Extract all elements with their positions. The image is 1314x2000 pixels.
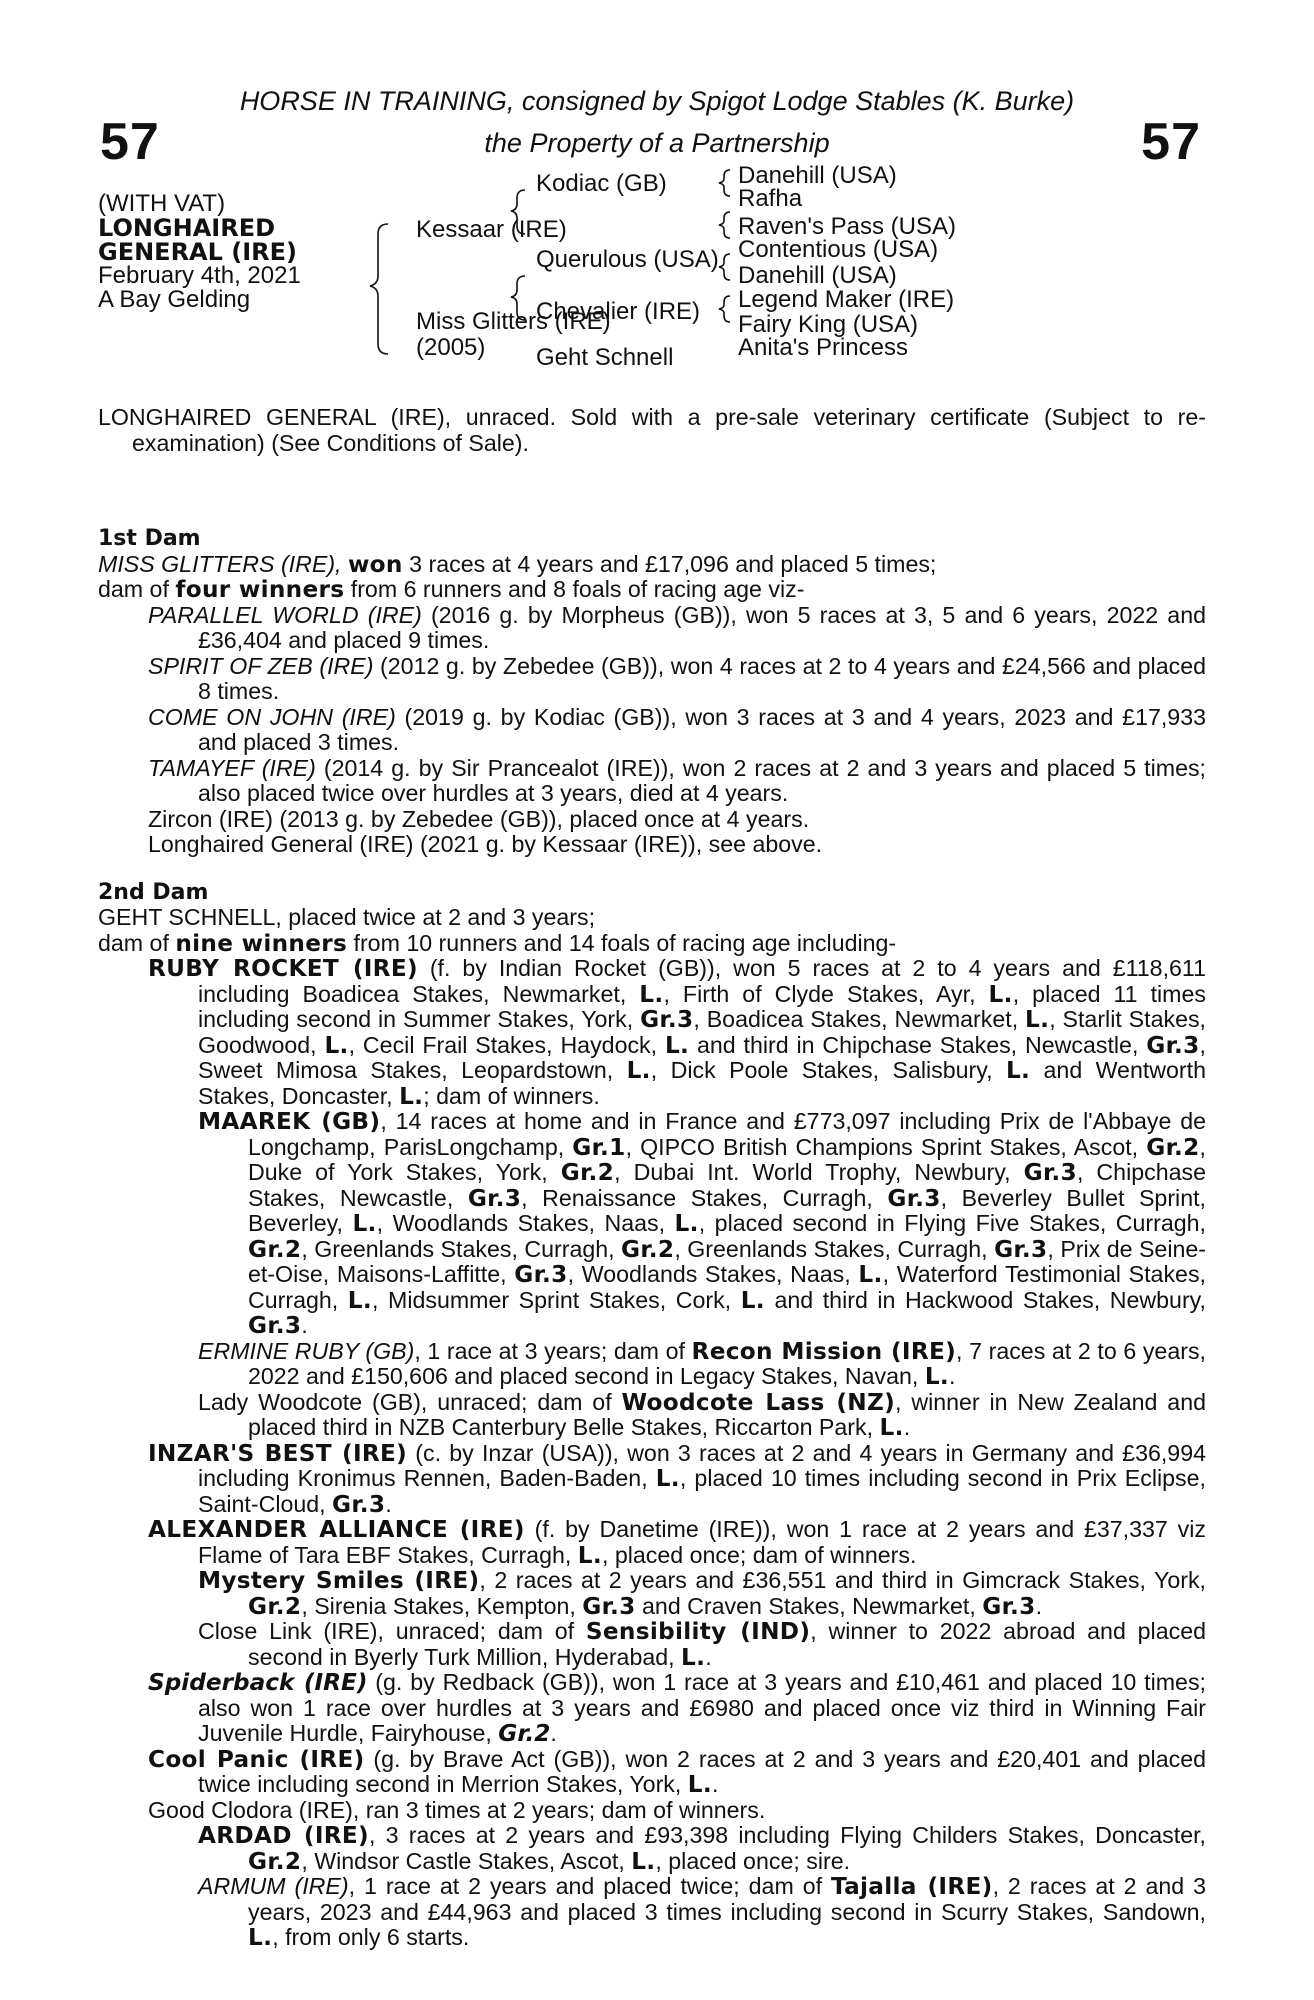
text-run: , 1 race at 2 years and placed twice; dam of	[348, 1873, 831, 1899]
grade: L.	[631, 1847, 656, 1875]
text-run: , Woodlands Stakes, Naas,	[567, 1261, 859, 1287]
produce-entry: Longhaired General (IRE) (2021 g. by Kessaar (IRE)), see above.	[148, 831, 823, 857]
bracket-gen1	[370, 224, 388, 354]
grade: Gr.3	[582, 1592, 636, 1620]
grade: L.	[248, 1924, 273, 1951]
produce-entry	[98, 603, 1206, 654]
grade: L.	[352, 1210, 377, 1237]
horse-description: A Bay Gelding	[98, 286, 251, 313]
bracket-g1	[719, 170, 730, 196]
g8: Anita's Princess	[738, 334, 908, 361]
text-run: .	[705, 1643, 712, 1670]
produce-name: ARMUM (IRE)	[198, 1873, 349, 1899]
horse-name-line2: GENERAL (IRE)	[98, 238, 298, 266]
produce-entry-armum	[98, 1874, 1206, 1951]
second-dam-heading: 2nd Dam	[98, 879, 209, 905]
bracket-g3	[719, 254, 730, 280]
produce-record: (2014 g. by Sir Prancealot (IRE)), won 2 races at 2 and 3 years and placed 5 times; also placed twice over hurdles at 3 years, died at 4 years.	[198, 754, 1206, 806]
text-run: , 2 races at 2 and 3 years, 2023 and £44,963 and placed 3 times including second in Scurry Stakes, Sandown,	[248, 1873, 1206, 1925]
produce-name: INZAR'S BEST (IRE)	[148, 1439, 408, 1467]
g2: Rafha	[738, 185, 803, 212]
first-dam-produce-line	[98, 577, 1206, 603]
produce-entry-good-clodora: Good Clodora (IRE), ran 3 times at 2 years; dam of winners.	[148, 1796, 766, 1823]
text-run: .	[1035, 1592, 1043, 1619]
dam-dam: Geht Schnell	[536, 344, 674, 371]
produce-record: (2012 g. by Zebedee (GB)), won 4 races at 2 to 4 years and £24,566 and placed 8 times.	[198, 652, 1206, 704]
text-run: , Duke of York Stakes, York,	[248, 1133, 1206, 1185]
grade: Gr.2	[248, 1847, 302, 1875]
grade: L.	[988, 980, 1013, 1008]
text-run: , Boadicea Stakes, Newmarket,	[693, 1006, 1026, 1032]
second-dam-produce-line	[98, 931, 1206, 957]
text-run: , Greenlands Stakes, Curragh,	[674, 1235, 995, 1262]
text-run: (g. by Brave Act (GB)), won 2 races at 2 and 3 years and £20,401 and placed twice including second in Merrion Stakes, York,	[198, 1745, 1206, 1797]
first-dam-heading: 1st Dam	[98, 526, 201, 551]
winners-count: four winners	[175, 576, 345, 603]
grade: L.	[681, 1643, 706, 1671]
intro-paragraph: LONGHAIRED GENERAL (IRE), unraced. Sold with a pre-sale veterinary certificate (Subject to re- examination) (See Conditions of Sale).	[98, 404, 1206, 456]
grade: Gr.3	[467, 1184, 522, 1212]
first-dam-name: MISS GLITTERS (IRE),	[98, 550, 342, 577]
grade: Gr.2	[621, 1235, 675, 1263]
horse-name-line1: LONGHAIRED	[98, 214, 276, 242]
g5: Danehill (USA)	[738, 262, 897, 289]
produce-name: RUBY ROCKET (IRE)	[148, 955, 418, 982]
produce-entry	[98, 654, 1206, 705]
text-run: , Waterford Testimonial Stakes, Curragh,	[248, 1261, 1206, 1313]
produce-name: ERMINE RUBY (GB)	[198, 1337, 415, 1364]
sire-sire: Kodiac (GB)	[536, 170, 667, 197]
grade: Gr.3	[640, 1006, 694, 1033]
dam-of-suffix: from 6 runners and 8 foals of racing age viz-	[344, 576, 805, 602]
grade: Gr.3	[994, 1235, 1048, 1263]
first-dam-record: 3 races at 4 years and £17,096 and placed 5 times;	[402, 550, 937, 577]
text-run: .	[949, 1363, 956, 1389]
grade: Gr.3	[332, 1490, 386, 1518]
produce-name: Spiderback (IRE)	[148, 1669, 368, 1696]
produce-name: SPIRIT OF ZEB (IRE)	[148, 652, 374, 679]
sire: Kessaar (IRE)	[416, 216, 567, 243]
text-run: , placed 11 times including second in Summer Stakes, York,	[198, 980, 1206, 1032]
text-run: , Sweet Mimosa Stakes, Leopardstown,	[198, 1031, 1206, 1083]
text-run: and third in Hackwood Stakes, Newbury,	[764, 1286, 1206, 1313]
text-run: , 14 races at home and in France and £773,097 including Prix de l'Abbaye de Longchamp, ParisLongchamp,	[248, 1108, 1206, 1160]
text-run: , 7 races at 2 to 6 years, 2022 and £150,606 and placed second in Legacy Stakes, Navan,	[248, 1337, 1206, 1389]
grade: L.	[655, 1465, 680, 1492]
produce-name: MAAREK (GB)	[198, 1108, 381, 1135]
pedigree-block	[98, 162, 1218, 390]
produce-name: COME ON JOHN (IRE)	[148, 703, 396, 730]
produce-entry-alexander-alliance	[98, 1517, 1206, 1568]
produce-entry-cool-panic	[98, 1747, 1206, 1798]
produce-entry: Zircon (IRE) (2013 g. by Zebedee (GB)), placed once at 4 years.	[148, 805, 810, 832]
text-run: .	[550, 1720, 557, 1746]
bracket-g2	[719, 212, 730, 238]
won-label: won	[347, 550, 403, 578]
produce-record: (2019 g. by Kodiac (GB)), won 3 races at 3 and 4 years, 2023 and £17,933 and placed 3 times.	[198, 703, 1206, 755]
produce-entry-ardad	[98, 1823, 1206, 1874]
g6: Legend Maker (IRE)	[738, 286, 955, 313]
produce-entry-ermine-ruby	[98, 1339, 1206, 1390]
produce-name: ARDAD (IRE)	[198, 1822, 369, 1849]
vat-label: (WITH VAT)	[98, 190, 226, 217]
text-run: , QIPCO British Champions Sprint Stakes, Ascot,	[625, 1133, 1147, 1160]
produce-entry-ruby-rocket	[98, 956, 1206, 1109]
text-run: and third in Chipchase Stakes, Newcastle,	[689, 1031, 1147, 1058]
grade: L.	[1005, 1057, 1031, 1084]
grade: L.	[577, 1541, 602, 1569]
dam: Miss Glitters (IRE)	[416, 308, 611, 335]
grade: Gr.3	[887, 1184, 941, 1212]
text-run: , Woodlands Stakes, Naas,	[376, 1210, 675, 1236]
sire-dam: Querulous (USA)	[536, 246, 719, 273]
dam-of-prefix: dam of	[98, 929, 176, 956]
grade: Gr.3	[248, 1312, 302, 1339]
text-run: .	[301, 1312, 308, 1338]
text-run: , 2 races at 2 years and £36,551 and third in Gimcrack Stakes, York,	[479, 1567, 1206, 1593]
grade: L.	[626, 1057, 651, 1084]
text-run: and Craven Stakes, Newmarket,	[635, 1592, 983, 1619]
text-run: (c. by Inzar (USA)), won 3 races at 2 and 4 years in Germany and £36,994 including Kronimus Rennen, Baden-Baden,	[198, 1439, 1206, 1491]
grade: L.	[347, 1286, 372, 1314]
text-run: , Dick Poole Stakes, Salisbury,	[650, 1057, 1006, 1083]
grade: L.	[674, 1210, 699, 1237]
grade: L.	[740, 1286, 765, 1314]
winners-count: nine winners	[175, 929, 348, 957]
grade: Gr.2	[498, 1720, 551, 1747]
grade: Gr.3	[1146, 1031, 1200, 1059]
produce-name: Cool Panic (IRE)	[148, 1745, 365, 1773]
grade: Gr.2	[560, 1159, 615, 1186]
text-run: , Cecil Frail Stakes, Haydock,	[348, 1031, 665, 1058]
text-run: .	[711, 1771, 719, 1797]
text-run: , Dubai Int. World Trophy, Newbury,	[614, 1159, 1024, 1185]
grade: L.	[664, 1031, 690, 1059]
text-run: .	[385, 1490, 392, 1517]
second-dam-summary: GEHT SCHNELL, placed twice at 2 and 3 years;	[98, 904, 596, 930]
text-run: , Greenlands Stakes, Curragh,	[301, 1235, 622, 1262]
produce-name: Mystery Smiles (IRE)	[198, 1567, 480, 1594]
notable-offspring: Sensibility (IND)	[585, 1618, 811, 1645]
grade: L.	[639, 980, 664, 1008]
text-run: (f. by Danetime (IRE)), won 1 race at 2 years and £37,337 viz Flame of Tara EBF Stakes, Curragh,	[198, 1516, 1206, 1568]
grade: Gr.1	[572, 1133, 626, 1161]
first-dam-summary	[98, 552, 1206, 578]
text-run: and Wentworth Stakes, Doncaster,	[198, 1057, 1206, 1109]
foaling-date: February 4th, 2021	[98, 262, 301, 289]
text-run: ; dam of winners.	[423, 1082, 600, 1109]
text-run: , Firth of Clyde Stakes, Ayr,	[663, 980, 989, 1007]
text-run: , Beverley Bullet Sprint, Beverley,	[248, 1184, 1206, 1236]
grade: L.	[879, 1414, 904, 1441]
lot-number-right: 57	[1141, 113, 1201, 171]
g4: Contentious (USA)	[738, 236, 939, 263]
produce-entry-maarek	[98, 1109, 1206, 1339]
text-run: , Renaissance Stakes, Curragh,	[521, 1184, 888, 1211]
dam-year: (2005)	[416, 334, 486, 361]
text-run: , placed once; dam of winners.	[601, 1541, 917, 1568]
text-run: , placed once; sire.	[655, 1847, 851, 1874]
dam-of-suffix: from 10 runners and 14 foals of racing age including-	[347, 929, 897, 956]
grade: Gr.3	[1023, 1159, 1077, 1186]
grade: Gr.3	[982, 1592, 1036, 1620]
produce-entry-spiderback	[98, 1670, 1206, 1747]
grade: L.	[1025, 1006, 1050, 1033]
text-run: , 3 races at 2 years and £93,398 including Flying Childers Stakes, Doncaster,	[368, 1822, 1206, 1848]
dam-sire: Chevalier (IRE)	[536, 298, 701, 325]
g1: Danehill (USA)	[738, 162, 897, 189]
consignment-line: HORSE IN TRAINING, consigned by Spigot Lodge Stables (K. Burke)	[239, 86, 1075, 116]
text-run: , 1 race at 3 years; dam of	[414, 1337, 692, 1364]
lot-number-left: 57	[100, 113, 160, 171]
grade: Gr.2	[1146, 1133, 1200, 1161]
grade: L.	[924, 1363, 949, 1390]
bracket-g4	[719, 296, 730, 322]
grade: Gr.2	[248, 1235, 302, 1263]
text-run: , placed 10 times including second in Prix Eclipse, Saint-Cloud,	[198, 1465, 1206, 1517]
catalogue-body	[98, 405, 1206, 1951]
g3: Raven's Pass (USA)	[738, 213, 956, 240]
notable-offspring: Woodcote Lass (NZ)	[621, 1388, 896, 1416]
property-line: the Property of a Partnership	[484, 128, 830, 158]
produce-entry-mystery-smiles	[98, 1568, 1206, 1619]
text-run: Lady Woodcote (GB), unraced; dam of	[198, 1388, 622, 1415]
text-run: , Midsummer Sprint Stakes, Cork,	[371, 1286, 741, 1313]
text-run: (f. by Indian Rocket (GB)), won 5 races at 2 to 4 years and £118,611 including Boadicea Stakes, Newmarket,	[198, 955, 1206, 1007]
produce-name: TAMAYEF (IRE)	[148, 754, 316, 781]
text-run: , placed second in Flying Five Stakes, Curragh,	[698, 1210, 1206, 1236]
text-run: Close Link (IRE), unraced; dam of	[198, 1618, 586, 1644]
produce-entry-inzars-best	[98, 1441, 1206, 1518]
produce-entry	[98, 756, 1206, 807]
grade: L.	[687, 1771, 712, 1798]
text-run: , winner in New Zealand and placed third in NZB Canterbury Belle Stakes, Riccarton Park,	[248, 1388, 1206, 1440]
produce-entry-lady-woodcote	[98, 1390, 1206, 1441]
notable-offspring: Recon Mission (IRE)	[691, 1337, 957, 1365]
produce-entry-close-link	[98, 1619, 1206, 1670]
text-run: , Starlit Stakes, Goodwood,	[198, 1006, 1206, 1058]
produce-entry	[98, 705, 1206, 756]
grade: L.	[324, 1031, 349, 1059]
text-run: (g. by Redback (GB)), won 1 race at 3 years and £10,461 and placed 10 times; also won 1 race over hurdles at 3 years and £6980 and placed once viz third in Winning Fair Juvenile Hurdle, Fairyhouse,	[198, 1669, 1206, 1746]
grade: L.	[399, 1082, 424, 1110]
text-run: , Prix de Seine-et-Oise, Maisons-Laffitte,	[248, 1235, 1206, 1287]
produce-name: PARALLEL WORLD (IRE)	[148, 601, 422, 628]
dam-of-prefix: dam of	[98, 576, 176, 602]
grade: Gr.2	[248, 1592, 302, 1620]
text-run: .	[903, 1414, 911, 1440]
text-run: , Windsor Castle Stakes, Ascot,	[301, 1847, 632, 1874]
produce-record: (2016 g. by Morpheus (GB)), won 5 races at 3, 5 and 6 years, 2022 and £36,404 and placed 9 times.	[198, 601, 1206, 653]
g7: Fairy King (USA)	[738, 311, 919, 338]
text-run: , Chipchase Stakes, Newcastle,	[248, 1159, 1206, 1211]
grade: L.	[858, 1261, 883, 1288]
produce-name: ALEXANDER ALLIANCE (IRE)	[148, 1516, 525, 1543]
text-run: , winner to 2022 abroad and placed second in Byerly Turk Million, Hyderabad,	[248, 1618, 1206, 1670]
text-run: , Sirenia Stakes, Kempton,	[301, 1592, 583, 1619]
grade: Gr.3	[514, 1261, 568, 1288]
text-run: , from only 6 starts.	[272, 1924, 470, 1950]
notable-offspring: Tajalla (IRE)	[830, 1873, 993, 1900]
